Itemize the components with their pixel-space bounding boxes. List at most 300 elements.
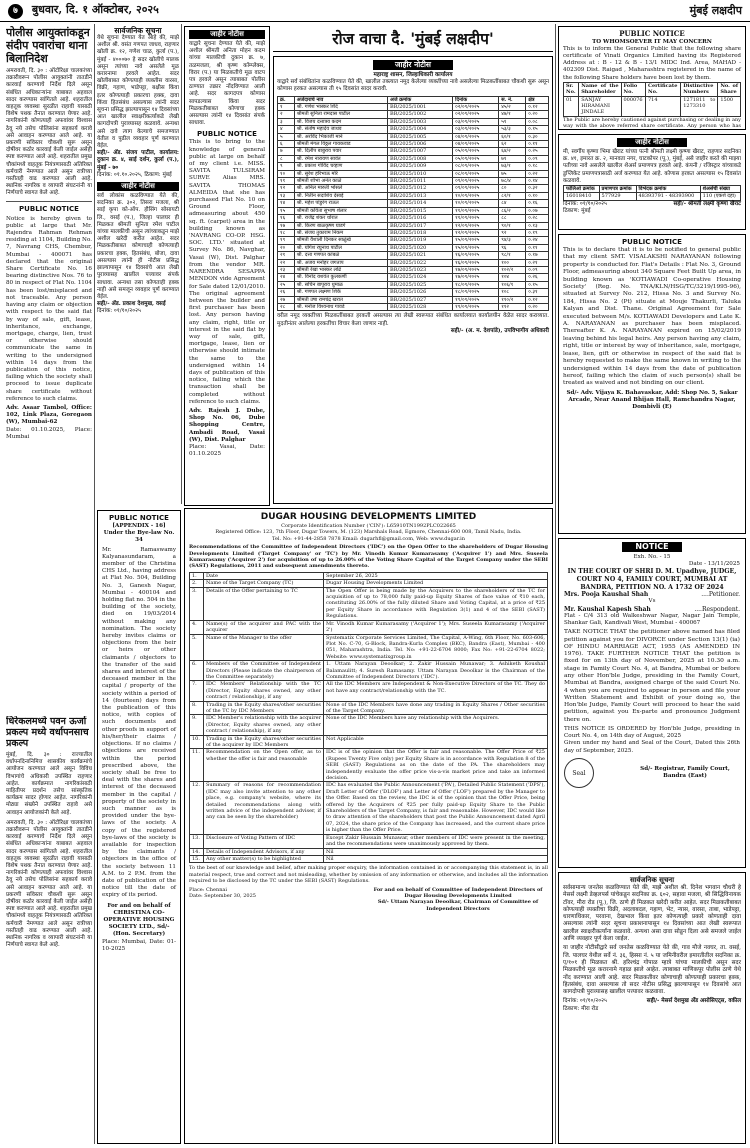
pn-en2-sign: Sd/- Adv. Vijaya K. Bahavaskar, Add: Shop No. 5, Sakar Arcade, Near Anand Bhijan Hall, Ramchandra Nagar, Dombivli (E) [566, 389, 738, 411]
table-notice-sub: महाराष्ट्र शासन, जिल्हाधिकारी कार्यालय [373, 72, 453, 78]
table-cell: २२ [278, 259, 295, 266]
table-row [278, 207, 549, 214]
dugar-row-no: 10. [190, 735, 204, 749]
table-cell: श्री. राजेंद्र शंकर थोरात [294, 215, 387, 222]
header-paper-name: मुंबई लक्षदीप [689, 4, 742, 17]
table-cell: ०.३२ [526, 185, 549, 192]
table-cell: ९०/१ [499, 222, 526, 229]
dugar-row-label: Summary of reasons for recommendation (IDC may also invite attention to any other place, e.g. company's website, where its detailed recommendations along with written advice of the independent adviser, if any can be seen by the shareholder) [204, 782, 324, 834]
table-cell: BR/2025/1016 [388, 215, 453, 222]
ack-cell: 1500 [718, 96, 741, 116]
family-court-notice [558, 538, 746, 868]
pn2-body: Mr. Ramaswamy Kalyanasundaram, a member of the Christina CHS Ltd., having address at Flat No. 504, Building No. 3, Ganesh Nagar, Mumbai - 400104 and holding flat no. 504 in the building of the society, died on 19/03/2014 without making any nomination. The society hereby invites claims or objections from the heir or heirs or other claimants / objectors to the transfer of the said shares and interest of the deceased member in the capital / property of the society within a period of 14 (fourteen) days from the publication of this notice, with copies of such documents and other proofs in support of his/her/their claims / objections. If no claims / objections are received within the period prescribed above, the society shall be free to deal with the shares and interest of the deceased member in the capital / property of the society in such manner as is provided under the bye-laws of the society. A copy of the registered bye-laws of the society is available for inspection by the claimants / objectors in the office of the society between 11 A.M. to 2 P.M. from the date of publication of the notice till the date of expiry of its period. [102, 546, 176, 899]
sarvajanik-date: दिनांक: ०१.१०.२०२५, ठिकाण: मुंबई [97, 171, 172, 178]
table-cell: ०.११ [526, 244, 549, 251]
spacer5 [430, 508, 438, 514]
dugar-title: DUGAR HOUSING DEVELOPMENTS LIMITED [260, 512, 477, 522]
table-cell: श्री. अजय मनोहर जगताप [294, 259, 387, 266]
table-cell: ०.०७ [526, 207, 549, 214]
table-cell: १६/०९/२०२५ [453, 252, 499, 259]
table-cell: ७३/१ [499, 163, 526, 170]
table-cell: १८/०९/२०२५ [453, 281, 499, 288]
dugar-row [190, 681, 548, 701]
table-cell: श्री. अरविंद भिकाजी माने [294, 133, 387, 140]
dugar-row [190, 855, 548, 862]
table-cell: श्री. योगेश रघुनाथ पाटील [294, 244, 387, 251]
table-cell: BR/2025/1011 [388, 178, 453, 185]
table-cell: श्रीमती शोभा अनंत काळे [294, 178, 387, 185]
pn-vasai-jahir: जाहीर नोटीस [189, 30, 265, 39]
dugar-row [190, 834, 548, 848]
table-row [278, 185, 549, 192]
shares-header-cell: फोलिओ क्रमांक [564, 186, 600, 193]
dugar-place: Place: Chennai [189, 886, 228, 893]
table-cell: श्री. अनिल मारुती भोसले [294, 185, 387, 192]
section-body-2: मुंबई, दि. ३० : राज्यातील वर्धापनदिनानिमित्त शासकीय कार्यक्रमांचे आयोजन करण्यात आले असून विविध विभागांचे अधिकारी उपस्थित राहणार आहेत. कार्यक्रमात नागरिकांसाठी माहितीपर प्रदर्शन तसेच सांस्कृतिक कार्यक्रम सादर होणार आहेत. नागरिकांनी मोठ्या संख्येने उपस्थित राहावे असे आवाहन आयोजकांनी केले आहे. [6, 752, 92, 816]
table-cell: BR/2025/1001 [388, 104, 453, 111]
table-cell: २१ [278, 252, 295, 259]
table-cell: BR/2025/1012 [388, 185, 453, 192]
court-hon: THIS NOTICE IS ORDERED by Hon'ble Judge, presiding in Court No. 4, on 14th day of August, 2025 [564, 726, 740, 740]
table-cell: ०८/०९/२०२५ [453, 170, 499, 177]
table-cell: ३ [278, 118, 295, 125]
section-body-2b: अमरावती, दि. ३० : ऑटोरिक्षा चालकांच्या तक्रारीवरून पोलीस आयुक्तांनी तातडीने कारवाई करण्याचे निर्देश दिले असून संबंधित अधिकाऱ्यांना याबाबत अहवाल सादर करण्यास सांगितले आहे. शहरातील वाहतूक व्यवस्था सुरळीत राहावी यासाठी विशेष पथक तैनात करण्यात येणार आहे. नागरिकांनी कोणत्याही अफवांवर विश्वास ठेवू नये तसेच पोलिसांना सहकार्य करावे असे आवाहन करण्यात आले आहे. या प्रकरणी सविस्तर चौकशी सुरू असून दोषींवर कठोर कारवाई केली जाईल असेही स्पष्ट करण्यात आले आहे. शहरातील प्रमुख चौकांमध्ये वाहतूक नियंत्रणासाठी अतिरिक्त कर्मचारी नेमण्यात आले असून रात्रीच्या गस्तीतही वाढ करण्यात आली आहे. स्थानिक नागरिक व व्यापारी संघटनांनी या निर्णयाचे स्वागत केले आहे. [6, 819, 92, 949]
table-cell: ०.२५ [526, 148, 549, 155]
table-row [278, 104, 549, 111]
table-cell: ४ [278, 126, 295, 133]
table-row [278, 274, 549, 281]
table-cell: ०.१५ [526, 281, 549, 288]
dugar-row [190, 587, 548, 620]
table-cell: ०.१८ [526, 163, 549, 170]
table-cell: १७ [278, 222, 295, 229]
dugar-row [190, 572, 548, 579]
table-cell: BR/2025/1028 [388, 303, 453, 310]
court-heading: IN THE COURT OF SHRI D. M. Upadhye, JUDGE, COURT NO 4, FAMILY COURT, MUMBAI AT BANDRA, PETITION NO. A 1732 OF 2024 [567, 568, 737, 591]
pn-ack-body2: The Public are hereby cautioned against purchasing or dealing in any way with the above referred share certificate. Any person who has [563, 116, 741, 129]
court-sign: Sd/- Registrar, Family Court, Bandra (East) [640, 765, 730, 779]
table-cell: BR/2025/1006 [388, 141, 453, 148]
table-cell: ०.१७ [526, 252, 549, 259]
table-row [278, 252, 549, 259]
sarvajanik-suchana-2 [558, 872, 746, 1144]
table-header-cell: दिनांक [453, 96, 499, 103]
table-cell: BR/2025/1013 [388, 192, 453, 199]
dugar-date: Date: September 30, 2025 [189, 892, 256, 899]
pn2-title: PUBLIC NOTICE [109, 514, 169, 522]
table-cell: श्री. विनोद यशवंत कुलकर्णी [294, 274, 387, 281]
spacer3 [430, 56, 438, 62]
table-cell: १२ [278, 185, 295, 192]
table-cell: ०४/०९/२०२५ [453, 141, 499, 148]
table-cell: ६ [278, 141, 295, 148]
dugar-contact: Tel. No: +91-44-2858 7878 Email: dugarhfl@gmail.com, Web: www.dugar.in [272, 535, 465, 542]
table-row [278, 296, 549, 303]
table-cell: ६४/२ [499, 148, 526, 155]
table-cell: BR/2025/1015 [388, 207, 453, 214]
table-cell: ६२ [499, 141, 526, 148]
divider [6, 201, 92, 202]
dugar-row [190, 701, 548, 715]
table-row [278, 141, 549, 148]
pn3-date: Place: Vasai, Date: 01.10.2025 [189, 443, 265, 458]
ack-header-cell: Name of the Shareholder [579, 82, 621, 96]
table-cell: ०.०९ [526, 155, 549, 162]
table-cell: ०.०८ [526, 118, 549, 125]
table-row [278, 200, 549, 207]
dugar-row-value: September 26, 2025 [324, 572, 548, 579]
table-cell: श्री. गणपत लक्ष्मण शिर्के [294, 289, 387, 296]
lead-headline: पोलीस आयुक्तांकडून संदीप पवारांचा थाना बिलानिदेश [6, 26, 90, 65]
pn3-title: PUBLIC NOTICE [197, 130, 257, 139]
table-row [278, 133, 549, 140]
table-cell: ०५/०९/२०२५ [453, 155, 499, 162]
dugar-row-no: 1. [190, 572, 204, 579]
table-cell: श्री. संजय तुकाराम निकम [294, 229, 387, 236]
table-row [278, 111, 549, 118]
ack-cell: 000076 [621, 96, 646, 116]
dugar-row-no: 12. [190, 782, 204, 834]
sarv2-place: ठिकाण: मीरा रोड [563, 1005, 599, 1012]
table-cell: ८४ [499, 200, 526, 207]
table-cell: ०.२६ [526, 274, 549, 281]
table-notice-title: जाहीर नोटीस [373, 60, 453, 70]
table-row [278, 163, 549, 170]
court-seal: Seal [564, 758, 594, 788]
table-cell: श्रीमती रेखा भास्कर लोंढे [294, 266, 387, 273]
sarvajanik-sign: सही/- ॲड. संजय पाटील, कार्यालय: दुकान क्र. ४, साई दर्शन, कुर्ला (प.), मुंबई - ७० [97, 150, 179, 171]
table-cell: ९६ [499, 244, 526, 251]
table-cell: १९/०९/२०२५ [453, 296, 499, 303]
table-cell: ०.१५ [526, 126, 549, 133]
table-cell: BR/2025/1027 [388, 296, 453, 303]
table-cell: १० [278, 170, 295, 177]
table-row [278, 155, 549, 162]
column-rule [94, 24, 95, 1144]
sarv2-body: सर्वसामान्य जनतेस कळविण्यात येते की, माझे अशील श्री. दिनेश भगवान चौधरी हे मेसर्स लक्ष्मी डेव्हलपर्स यांचेकडून सदनिका क्र. ६०२, सहावा मजला, श्री सिद्धिविनायक टॉवर, मीरा रोड (पू.), जि. ठाणे ही मिळकत खरेदी करीत आहेत. सदर मिळकतीबाबत कोणत्याही व्यक्तीचा विक्री, अदलाबदल, गहाण, भेट, न्यास, वारसा, ताबा, भाडेपट्टा, धारणाधिकार, परवाना, देखभाल किंवा इतर कोणत्याही प्रकारे कोणताही दावा असल्यास त्यांनी सदर सूचना प्रकाशनापासून १४ दिवसांच्या आत लेखी स्वरूपात खालील स्वाक्षरीकर्त्यांना कळवावे. अन्यथा असा दावा सोडून दिला असे समजले जाईल आणि व्यवहार पूर्ण केला जाईल. [563, 885, 741, 943]
table-cell: श्रीमती सुनिता रामदास पाटील [294, 111, 387, 118]
table-cell: BR/2025/1017 [388, 222, 453, 229]
table-row [278, 215, 549, 222]
dugar-row-no: 6. [190, 661, 204, 681]
dugar-sign-name: Sd/- Uttam Narayan Deoolkar, Chairman of Committee of Independent Directors [377, 899, 539, 912]
pn-hindi-sign: सही/- श्रीमती लक्ष्मी कृष्णा खैराट [673, 200, 741, 207]
section-headline-2: धिरेकलमध्ये पवन ऊर्जा प्रकल्प मध्ये वर्धापनसाच प्रकल्प [6, 716, 89, 749]
table-row [278, 259, 549, 266]
jahir-notice-1-title: जाहीर नोटीस [97, 182, 179, 191]
court-respondent-role: ....Respondent. [694, 605, 740, 613]
table-cell: ०.२४ [526, 237, 549, 244]
table-cell: ०२/०९/२०२५ [453, 104, 499, 111]
table-cell: ११/०९/२०२५ [453, 207, 499, 214]
table-cell: BR/2025/1024 [388, 274, 453, 281]
dugar-row-label: Name of the Target Company (TC) [204, 580, 324, 587]
dugar-row-value: Nil [324, 848, 548, 855]
table-row [278, 289, 549, 296]
table-notice-intro: याद्वारे सर्व संबंधितांना कळविण्यात येते की, खालील तक्त्यात नमूद केलेल्या व्यक्तींच्या नावे असलेल्या मिळकतींबाबत चौकशी सुरू असून कोणास हरकत असल्यास ती १५ दिवसांत सादर करावी. [277, 79, 549, 93]
table-cell: ७ [278, 148, 295, 155]
table-cell: १७/०९/२०२५ [453, 274, 499, 281]
dugar-row [190, 749, 548, 782]
table-cell: BR/2025/1004 [388, 126, 453, 133]
applicant-table [277, 96, 549, 312]
table-cell: ०९/०९/२०२५ [453, 185, 499, 192]
table-row [278, 148, 549, 155]
dugar-row-label: IDC Members' Relationship with the TC (Director, Equity shares owned, any other contract / relationship), if any [204, 681, 324, 701]
table-cell: श्री. महेश पांडुरंग राऊत [294, 200, 387, 207]
pn-hindi-table [563, 185, 741, 201]
pn1-body: Notice is hereby given to public at large that Mr. Rajendra Rahman Rehman residing at 1104, Building No. 7, Navrang CHS, Chembur, Mumbai - 400071 has declared that the original Share Certificate No. 16 bearing distinctive Nos. 76 to 80 in respect of Flat No. 1104 has been lost/misplaced and not traceable. Any person having any claim or objection with respect to the said flat by way of sale, gift, lease, inheritance, exchange, mortgage, charge, lien, trust or otherwise should communicate the same in writing to the undersigned within 14 days from the publication of this notice, failing which the society shall proceed to issue duplicate share certificate without reference to such claims. [6, 215, 92, 402]
table-cell: १९/०९/२०२५ [453, 303, 499, 310]
table-cell: BR/2025/1019 [388, 237, 453, 244]
table-cell: श्री. प्रकाश गोविंद चव्हाण [294, 163, 387, 170]
table-cell: १५/०९/२०२५ [453, 244, 499, 251]
table-row [278, 237, 549, 244]
table-cell: ९ [278, 163, 295, 170]
dugar-row-value: The Open Offer is being made by the Acquirers to the shareholders of the TC for acquisition of up to 78,000 fully paid-up Equity Shares of face value of ₹10 each, constituting 26.00% of the fully diluted Share and Voting Capital, at a price of ₹25 per Equity Share in accordance with Regulation 3(1) and 4 of the SEBI (SAST) Regulations. [324, 587, 548, 620]
table-cell: ९४/३ [499, 237, 526, 244]
table-notice-sign: सही/- (अ. म. देशपांडे), उपविभागीय अधिकारी [450, 327, 549, 334]
table-header-cell: क्र. [278, 96, 295, 103]
table-header-cell: अर्ज क्रमांक [388, 96, 453, 103]
jahir-notice-1-sign: सही/- ॲड. प्रकाश देशमुख, वसई [97, 301, 166, 308]
table-cell: श्री. किरण बाळकृष्ण घाडगे [294, 222, 387, 229]
shares-header-cell: प्रमाणपत्र क्रमांक [599, 186, 636, 193]
table-cell: ५१ [499, 118, 526, 125]
table-cell: BR/2025/1014 [388, 200, 453, 207]
dugar-declaration: To the best of our knowledge and belief, after making proper enquiry, the information contained in or accompanying this statement is, in all material respect, true and correct and not misleading, whether by omission of any information or otherwise, and includes all the information required to be disclosed by the TC under the SEBI (SAST) Regulations. [189, 865, 548, 885]
table-cell: ०३/०९/२०२५ [453, 126, 499, 133]
dugar-row-value: All the IDC Members are Independent & Non-Executive Directors of the TC. They do not have any contract/relationship with the TC. [324, 681, 548, 701]
ack-cell: 01 [564, 96, 579, 116]
table-cell: ११२ [499, 303, 526, 310]
sarv2-sign: सही/- मेसर्स देशमुख अँड असोसिएट्स, वकील [646, 998, 741, 1005]
table-cell: श्रीमती वैशाली दिनकर साळुंखे [294, 237, 387, 244]
table-cell: BR/2025/1025 [388, 281, 453, 288]
table-cell: ०.२० [526, 303, 549, 310]
table-cell: BR/2025/1026 [388, 289, 453, 296]
table-row [278, 266, 549, 273]
dugar-row [190, 715, 548, 735]
table-cell: १२/०९/२०२५ [453, 229, 499, 236]
pn-vasai-marathi: याद्वारे सूचना देण्यात येते की, माझे अशील श्रीमती अनिता मोहन कदम यांच्या मालकीची दुकान क्र. ७, तळमजला, श्री कृष्ण कॉम्प्लेक्स, विरार (प.) या मिळकतीचे मूळ वाटप पत्र हरवले असून त्याबाबत पोलीस ठाण्यात तक्रार नोंदविण्यात आली आहे. सदर कागदपत्र कोणास सापडल्यास किंवा सदर मिळकतीबाबत कोणाचा हक्क असल्यास त्यांनी १४ दिवसांत संपर्क साधावा. [189, 41, 265, 127]
dugar-row-label: Name(s) of the acquirer and PAC with the acquirer [204, 620, 324, 634]
ack-header-cell: Distinctive Numbers [681, 82, 718, 96]
dugar-row-value: Except Zakir Hussain Munawar, other members of IDC were present in the meeting, and the recommendations were unanimously approved by them. [324, 834, 548, 848]
dugar-row-value: 1. Uttam Narayan Deoolkar; 2. Zakir Hussain Munawar; 3. Ashiketh Koushal Balamaulitt; 4. Suresh Ramasamy. Uttam Narayan Deoolkar is the Chairman of the Committee of Independent Directors ('IDC'). [324, 661, 548, 681]
table-cell: ०.२८ [526, 215, 549, 222]
pn1-sign: Adv. Asaar Tambol, Office: 102, Link Plaza, Goregaon (W), Mumbai-62 [6, 404, 92, 426]
table-cell: १०६/१ [499, 281, 526, 288]
table-row [278, 126, 549, 133]
shares-cell: 577929 [599, 193, 636, 200]
shares-cell: 48393791 - 48393900 [636, 193, 700, 200]
table-row [278, 178, 549, 185]
court-body: TAKE NOTICE THAT the petitioner above named has filed petition against you for DIVORCE under Section 13(1) (ia) OF HINDU MARRIAGE ACT, 1955 (AS AMENDED IN 1976). TAKE FURTHER NOTICE THAT the petition is fixed for on 13th day of November, 2025 at 10.30 a.m. stage in Family Court No. 4, at Bandra, Mumbai or before any other Hon'ble Judge, presiding in the Family Court, Mumbai at Bandra, assigned charge of the said Court No. 4 when you are required to appear in person and file your Written Statement and Exhibit of your doing so, the Hon'ble Judge, Family Court will proceed to hear the said petition, against you Ex-parte and pronounce Judgment there on. [564, 629, 740, 723]
dugar-row-no: 7. [190, 681, 204, 701]
table-cell: ०.३१ [526, 289, 549, 296]
court-exh: Exh. No. - 15 [633, 554, 671, 560]
table-cell: BR/2025/1010 [388, 170, 453, 177]
table-cell: ८६/२ [499, 207, 526, 214]
jahir-notice-table [273, 56, 553, 504]
dugar-row-value: IDC is of the opinion that the Offer is fair and reasonable. The Offer Price of ₹25 (Rupees Twenty Five only) per Equity Share is in accordance with Regulation 8 of the SEBI (SAST) Regulations as on the date of the PA. The shareholders may independently evaluate the offer price vis-a-vis market price and take an informed decision. [324, 749, 548, 782]
header-date: बुधवार, दि. १ ऑक्टोबर, २०२५ [31, 3, 159, 16]
dugar-row [190, 848, 548, 855]
jahir-notice-shares [558, 134, 746, 230]
table-cell: १०२/२ [499, 266, 526, 273]
dugar-row-value: None of the IDC Members have any relationship with the Acquirers. [324, 715, 548, 735]
dugar-recommendation: Recommendations of the Committee of Independent Directors ('IDC') on the Open Offer to the shareholders of Dugar Housing Developments Limited ('Target Company' or 'TC') by Mr. Vinodh Kumar Kumarasamy ('Acquirer 1') and Mrs. Suseela Kumarasamy ('Acquirer 2') for acquisition of up to 26.00% of the Voting Share Capital of the Target Company under the SEBI (SAST) Regulations, 2011 and subsequent amendments thereto. [189, 544, 548, 570]
ack-cell: 1271811 to 1273310 [681, 96, 718, 116]
pn-ack-table [563, 82, 741, 117]
page-number: ७ [8, 4, 23, 19]
sarvajanik-body: येथे सूचना देण्यात येत आहे की, माझे अशील श्री. वसंत गणपत जाधव, राहणार खोली क्र. १२, गणेश चाळ, कुर्ला (प.), मुंबई - ४०००७० हे सदर खोलीचे मालक असून त्यांच्या नावे असलेले मूळ करारनामा हरवले आहेत. सदर खोलीबाबत कोणत्याही व्यक्तीस वारसा, विक्री, गहाण, भाडेपट्टा, बक्षीस किंवा इतर कोणत्याही प्रकारचा हक्क, दावा किंवा हितसंबंध असल्यास त्यांनी सदर सूचना प्रसिद्ध झाल्यापासून १४ दिवसांच्या आत खालील स्वाक्षरीकर्त्याकडे लेखी कागदोपत्री पुराव्यासह कळवावे. अन्यथा असे दावे त्याग केल्याचे समजण्यात येतील व पुढील व्यवहार पूर्ण करण्यात येईल. [97, 35, 179, 150]
public-notice-appendix [97, 510, 181, 1144]
table-cell: ४५/२ [499, 104, 526, 111]
table-cell: ७८/४ [499, 178, 526, 185]
table-cell: १०४ [499, 274, 526, 281]
table-cell: BR/2025/1008 [388, 155, 453, 162]
court-petitioner-role: ....Petitioner. [701, 591, 740, 599]
dugar-row-value: None of the IDC Members have done any trading in Equity Shares / Other securities of the Target Company. [324, 701, 548, 715]
shares-header-cell: शेअर्सची संख्या [700, 186, 740, 193]
pn-ack-title: PUBLIC NOTICE [619, 29, 685, 38]
pn1-date: Date: 01.10.2025, Place: Mumbai [6, 426, 92, 440]
table-cell: श्री. गणेश भास्कर शिंदे [294, 104, 387, 111]
dugar-row-no: 13. [190, 834, 204, 848]
table-cell: BR/2025/1005 [388, 133, 453, 140]
sarvajanik-title: सार्वजनिक सूचना [114, 26, 162, 35]
table-cell: १३ [278, 192, 295, 199]
table-cell: २५ [278, 281, 295, 288]
table-header-cell: स. नं. [499, 96, 526, 103]
dugar-row-no: 9. [190, 715, 204, 735]
shares-cell: 16018410 [564, 193, 600, 200]
table-cell: २३ [278, 266, 295, 273]
table-cell: ४७/१ [499, 111, 526, 118]
pn-hindi-title: जाहीर नोटीस [617, 138, 687, 147]
news-column-left [6, 26, 92, 710]
dugar-row-no: 4. [190, 620, 204, 634]
table-cell: २ [278, 111, 295, 118]
table-cell: ०.०९ [526, 266, 549, 273]
table-cell: १६ [278, 215, 295, 222]
table-cell: ०.१३ [526, 222, 549, 229]
table-cell: BR/2025/1007 [388, 148, 453, 155]
news-column-left-bottom [6, 716, 92, 1144]
table-cell: ०.१२ [526, 104, 549, 111]
court-resp-addr: Flat - C/4 313 old Walkeshwar Nagar, Nagar Jain Temple, Shankar Gali, Kandivali West, Mumbai - 400067 [564, 612, 740, 626]
public-notice-vinati [558, 26, 746, 130]
dugar-cin: Corporate Identification Number ('CIN'): L65910TN1992PLC022665 [281, 523, 456, 529]
table-cell: श्रीमती उषा रामचंद्र खरात [294, 296, 387, 303]
promo-banner: रोज वाचा दै. 'मुंबई लक्षदीप' [273, 26, 553, 52]
court-given: Given under my hand and Seal of the Court, Dated this 26th day of September, 2025. [564, 740, 740, 754]
table-cell: ५३/३ [499, 126, 526, 133]
table-cell: ८८ [499, 215, 526, 222]
court-vs: Vs [648, 598, 656, 605]
table-row [278, 222, 549, 229]
dugar-row-no: 14. [190, 848, 204, 855]
jahir-notice-1-body: सर्व लोकांस कळविण्यात येते की, सदनिका क्र. ३०२, तिसरा मजला, श्री साई कृपा को-ऑप. हौसिंग सोसायटी लि., वसई (प.), जिल्हा पालघर ही मिळकत श्रीमती सुनिता रमेश पाटील यांच्या मालकीची असून त्यांच्याकडून माझे अशील खरेदी करीत आहेत. सदर मिळकतीबाबत कोणाचाही कोणत्याही प्रकारचा हक्क, हितसंबंध, बोजा, दावा असल्यास त्यांनी ही नोटीस प्रसिद्ध झाल्यापासून १४ दिवसांचे आत लेखी पुराव्यासह खालील पत्त्यावर संपर्क साधावा. अन्यथा तसा कोणताही हक्क नाही असे समजून व्यवहार पूर्ण करण्यात येईल. [97, 193, 179, 300]
table-cell: १८ [278, 229, 295, 236]
table-row [278, 118, 549, 125]
jahir-notice-1-date: दिनांक: ०१/१०/२०२५ [97, 308, 141, 315]
dugar-row-value: Systematix Corporate Services Limited, The Capital, A-Wing, 6th Floor, No. 603-606, Plot No. C-70, G-Block, Bandra-Kurla Complex (BKC), Bandra (East), Mumbai - 400 051, Maharashtra, India. Tel. No: +91-22-6704 8000; Fax No: +91-22-6704 8022; Website: www.systematixgroup.in [324, 634, 548, 661]
dugar-row-value: Dugar Housing Developments Limited [324, 580, 548, 587]
dugar-row-no: 11. [190, 749, 204, 782]
pn2-date: Place: Mumbai, Date: 01-10-2025 [102, 938, 176, 952]
table-cell: ०९/०९/२०२५ [453, 178, 499, 185]
table-cell: १०८ [499, 289, 526, 296]
table-cell: ०.२१ [526, 259, 549, 266]
public-notice-vasai [184, 26, 270, 506]
table-cell: १५/०९/२०२५ [453, 237, 499, 244]
table-cell: १७/०९/२०२५ [453, 266, 499, 273]
dugar-sign-org: For and on behalf of Committee of Independent Directors of Dugar Housing Developments Limited [373, 886, 543, 899]
table-cell: ०.१९ [526, 229, 549, 236]
pn-ack-body: This is to inform the General Public that the following share certificate of Vinati Organics Limited having its Registered Address at : B - 12 & B - 13/1 MIDC Ind. Area, MAHAD - 402309 Dist. Raigad , Maharashtra registered in the name of the following Share holders have been lost by them. [563, 45, 741, 81]
table-cell: ०.१४ [526, 178, 549, 185]
table-cell: श्री. नितीन सदाशिव देसाई [294, 192, 387, 199]
table-cell: श्री. मनोज विश्वनाथ गावडे [294, 303, 387, 310]
dugar-row-no: 15. [190, 855, 204, 862]
table-cell: ०.१० [526, 192, 549, 199]
court-date-line: Date - 13/11/2025 [688, 561, 740, 568]
table-cell: श्री. सुरेश हरिभाऊ मोरे [294, 170, 387, 177]
table-cell: ०.१६ [526, 200, 549, 207]
table-cell: BR/2025/1022 [388, 259, 453, 266]
dugar-row [190, 580, 548, 587]
table-row [278, 303, 549, 310]
table-cell: २७ [278, 296, 295, 303]
table-cell: BR/2025/1023 [388, 266, 453, 273]
table-cell: BR/2025/1021 [388, 252, 453, 259]
dugar-table [189, 572, 548, 863]
ack-header-cell: Folio No. [621, 82, 646, 96]
ack-header-cell: Sr. No. [564, 82, 579, 96]
pn1-title: PUBLIC NOTICE [19, 204, 79, 213]
table-cell: श्री. संतोष महादेव जाधव [294, 126, 387, 133]
table-cell: ८ [278, 155, 295, 162]
dugar-row-no: 8. [190, 701, 204, 715]
dugar-row-label: Name of the Manager to the offer [204, 634, 324, 661]
table-cell: श्री. रमेश नारायण सावंत [294, 155, 387, 162]
column-rule [555, 24, 556, 1144]
table-cell: ०.२२ [526, 170, 549, 177]
table-notice-footer: वरील नमूद व्यक्तींच्या मिळकतींबाबत हरकती असल्यास त्या लेखी स्वरूपात संबंधित कार्यालयात कार्यालयीन वेळेत सादर कराव्यात. मुदतीनंतर आलेल्या हरकतींचा विचार केला जाणार नाही. [277, 313, 549, 327]
court-respondent: Mr. Kaushal Kapesh Shah [564, 605, 651, 613]
header-left [8, 2, 159, 19]
table-cell: ५ [278, 133, 295, 140]
table-row [278, 229, 549, 236]
table-cell: ९२ [499, 229, 526, 236]
table-cell: श्री. सचिन बापूराव धुमाळ [294, 281, 387, 288]
table-cell: ०.१२ [526, 296, 549, 303]
dugar-row [190, 782, 548, 834]
dugar-row-label: Any other matter(s) to be highlighted [204, 855, 324, 862]
table-cell: २६ [278, 289, 295, 296]
table-cell: ०.२० [526, 111, 549, 118]
pn2-sign: For and on behalf of CHRISTINA CO-OPERATIVE HOUSING SOCIETY LTD., Sd/- (Hon. Secretary) [103, 902, 175, 938]
notice-column-2 [97, 26, 179, 506]
table-cell: २८ [278, 303, 295, 310]
dugar-row-label: IDC Member's relationship with the acquirer (Director, Equity shares owned, any other contract / relationship), if any [204, 715, 324, 735]
court-title: NOTICE [622, 542, 682, 552]
table-cell: १०० [499, 259, 526, 266]
table-cell: श्री. दिलीप बाबुराव पवार [294, 148, 387, 155]
